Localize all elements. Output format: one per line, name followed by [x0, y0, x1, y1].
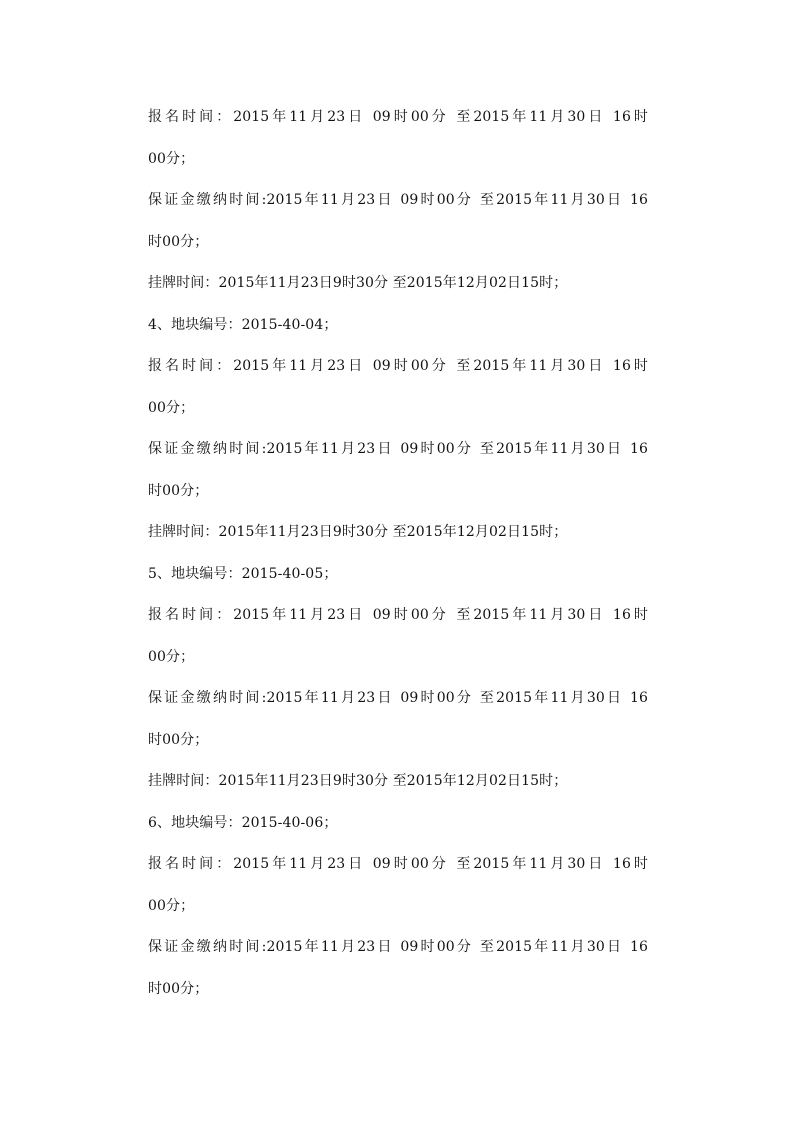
deposit-time-line: 保证金缴纳时间:2015年11月23日 09时00分 至2015年11月30日 16 [148, 441, 648, 457]
deposit-time-line: 保证金缴纳时间:2015年11月23日 09时00分 至2015年11月30日 16 [148, 690, 648, 706]
registration-time-line: 报名时间：2015年11月23日 09时00分 至2015年11月30日 16时 [148, 358, 648, 374]
registration-time-continuation: 00分； [148, 399, 195, 416]
registration-time-continuation: 00分； [148, 150, 195, 167]
registration-time-line: 报名时间：2015年11月23日 09时00分 至2015年11月30日 16时 [148, 607, 648, 623]
deposit-time-continuation: 时00分； [148, 482, 209, 499]
listing-time-line: 挂牌时间：2015年11月23日9时30分 至2015年12月02日15时； [148, 275, 568, 291]
parcel-number-heading: 4、地块编号：2015-40-04； [148, 316, 338, 333]
parcel-number-heading: 6、地块编号：2015-40-06； [148, 814, 338, 831]
registration-time-continuation: 00分； [148, 648, 195, 665]
deposit-time-line: 保证金缴纳时间:2015年11月23日 09时00分 至2015年11月30日 16 [148, 939, 648, 955]
listing-time-line: 挂牌时间：2015年11月23日9时30分 至2015年12月02日15时； [148, 773, 568, 789]
deposit-time-continuation: 时00分； [148, 233, 209, 250]
listing-time-line: 挂牌时间：2015年11月23日9时30分 至2015年12月02日15时； [148, 524, 568, 540]
registration-time-line: 报名时间：2015年11月23日 09时00分 至2015年11月30日 16时 [148, 856, 648, 872]
registration-time-line: 报名时间：2015年11月23日 09时00分 至2015年11月30日 16时 [148, 109, 648, 125]
deposit-time-continuation: 时00分； [148, 731, 209, 748]
parcel-number-heading: 5、地块编号：2015-40-05； [148, 565, 338, 582]
deposit-time-line: 保证金缴纳时间:2015年11月23日 09时00分 至2015年11月30日 16 [148, 192, 648, 208]
document-body [148, 101, 648, 1014]
registration-time-continuation: 00分； [148, 897, 195, 914]
deposit-time-continuation: 时00分； [148, 980, 209, 997]
